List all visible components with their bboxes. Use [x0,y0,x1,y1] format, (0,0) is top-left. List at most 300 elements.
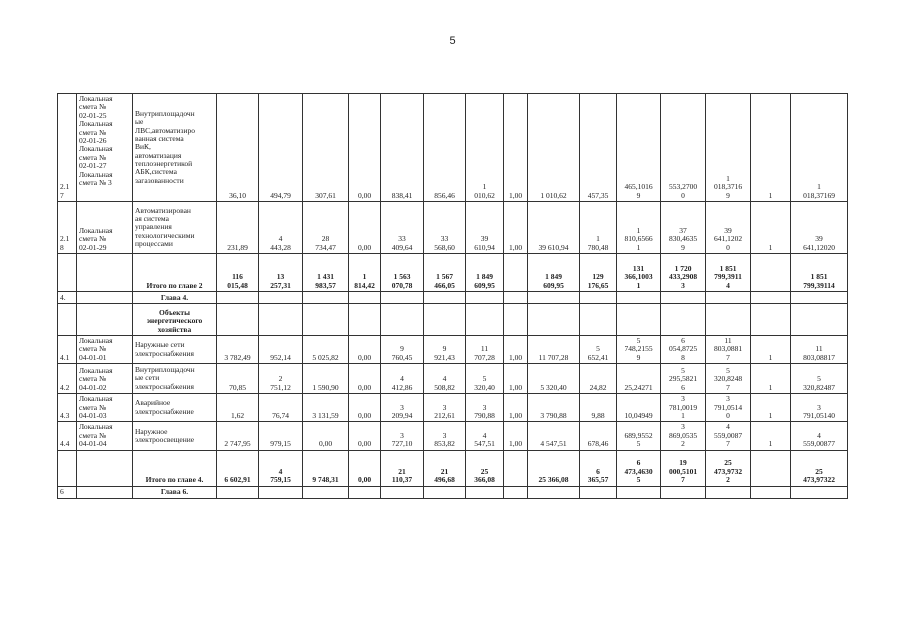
table-row [58,364,848,394]
cell-text: 0,00 [357,439,372,449]
value-cell [791,304,848,336]
chapter-name-row [58,304,848,336]
row-number-cell [58,304,77,336]
cell-text: 4 443,28 [270,234,291,252]
cell-text: 25 366,08 [538,475,569,485]
cell-text: 5 652,41 [587,344,609,362]
value-cell [259,364,303,394]
value-cell [466,422,504,450]
estimate-ref-cell [77,292,133,304]
cell-text: 37 830,4635 9 [668,225,698,252]
row-number-cell [58,450,77,486]
value-cell [751,202,791,254]
cell-text: Итого по главе 2 [146,280,203,290]
value-cell [504,450,528,486]
cell-text: 4 547,51 [540,439,567,449]
value-cell [706,292,751,304]
cell-text: 1 849 609,95 [543,272,564,290]
row-number-cell [58,202,77,254]
cell-text: Локальная смета № 02-01-25 Локальная смета № 02-01-26 Локальная смета № 02-01-27 Локальная смета № 3 [79,94,113,187]
value-cell [381,450,424,486]
value-cell [751,394,791,422]
value-cell [424,304,466,336]
cell-text: Глава 6. [160,487,189,497]
cell-text: 1 010,62 [474,182,495,200]
cell-text: 3 790,88 [540,410,567,420]
total-row [58,254,848,292]
estimate-ref-cell [77,94,133,202]
value-cell [466,254,504,292]
value-cell [791,450,848,486]
value-cell [617,450,661,486]
work-name-cell [133,486,217,498]
row-number-cell [58,394,77,422]
cell-text: 1 563 070,78 [391,272,413,290]
cell-text: 10,04949 [624,410,653,420]
cell-text: 1 851 799,39114 [803,272,835,290]
cell-text: 2 751,12 [270,374,291,392]
cell-text: Локальная смета № 04-01-02 [79,366,113,392]
row-number-cell [58,364,77,394]
cell-text: 1 010,62 [540,190,567,200]
cell-text: Локальная смета № 04-01-03 [79,394,113,420]
value-cell [381,394,424,422]
value-cell [349,254,381,292]
cell-text: 1 [768,242,773,252]
value-cell [424,254,466,292]
value-cell [706,394,751,422]
cell-text: 129 176,65 [587,272,609,290]
value-cell [504,254,528,292]
value-cell [661,394,706,422]
value-cell [751,254,791,292]
value-cell [303,422,349,450]
value-cell [424,202,466,254]
value-cell [791,364,848,394]
cell-text: 39 641,1202 0 [713,225,743,252]
cell-text: 2.1 8 [60,234,70,252]
cell-text: 856,46 [434,190,455,200]
value-cell [303,486,349,498]
cell-text: Глава 4. [160,292,189,302]
cell-text: 1 [768,439,773,449]
value-cell [303,394,349,422]
cell-text: 3 131,59 [312,410,339,420]
cell-text: 11 707,28 [538,352,569,362]
estimate-table [57,93,848,499]
value-cell [349,202,381,254]
cell-text: 4 412,86 [391,374,413,392]
value-cell [217,450,259,486]
value-cell [751,450,791,486]
cell-text: Локальная смета № 04-01-01 [79,336,113,362]
value-cell [217,304,259,336]
cell-text: 3 727,10 [391,430,413,449]
work-name-cell [133,450,217,486]
value-cell [217,292,259,304]
cell-text: 5 748,2155 9 [624,336,653,362]
value-cell [661,94,706,202]
cell-text: Локальная смета № 04-01-04 [79,422,113,449]
value-cell [791,292,848,304]
value-cell [617,304,661,336]
cell-text: 2.1 7 [60,182,70,200]
value-cell [661,304,706,336]
cell-text: 5 320,40 [540,382,567,392]
value-cell [466,450,504,486]
value-cell [217,394,259,422]
cell-text: 0,00 [318,439,333,449]
value-cell [381,254,424,292]
value-cell [580,336,617,364]
cell-text: Аварийное электроснабжение [135,398,194,416]
estimate-ref-cell [77,450,133,486]
value-cell [349,394,381,422]
cell-text: 0,00 [357,382,372,392]
work-name-cell [133,304,217,336]
table-row [58,202,848,254]
estimate-ref-cell [77,336,133,364]
cell-text: 1 018,37169 [803,182,835,200]
value-cell [303,94,349,202]
cell-text: 1 [768,190,773,200]
cell-text: 25,24271 [624,382,653,392]
cell-text: 5 320,8248 7 [713,366,743,392]
value-cell [259,292,303,304]
work-name-cell [133,254,217,292]
chapter-row [58,292,848,304]
row-number-cell [58,94,77,202]
value-cell [217,422,259,450]
cell-text: 1 849 609,95 [474,272,495,290]
cell-text: 0,00 [357,352,372,362]
cell-text: 1,00 [508,410,523,420]
value-cell [259,304,303,336]
cell-text: 1 590,90 [312,382,339,392]
cell-text: 2 747,95 [224,439,251,449]
cell-text: 21 496,68 [434,466,455,485]
value-cell [504,394,528,422]
cell-text: 553,2700 0 [668,182,698,200]
value-cell [259,94,303,202]
value-cell [580,304,617,336]
value-cell [349,450,381,486]
value-cell [259,450,303,486]
row-number-cell [58,422,77,450]
cell-text: 0,00 [357,410,372,420]
value-cell [706,364,751,394]
value-cell [528,450,580,486]
cell-text: 33 568,60 [434,234,455,252]
cell-text: 9 921,43 [434,344,455,362]
table-row [58,336,848,364]
cell-text: 3 791,0514 0 [713,394,743,420]
value-cell [661,486,706,498]
value-cell [259,422,303,450]
value-cell [466,336,504,364]
cell-text: 3 869,0535 2 [668,422,698,449]
cell-text: 1 814,42 [354,272,375,290]
cell-text: 5 320,40 [474,374,495,392]
cell-text: Автоматизирован ая система управления технологическими процессами [135,205,195,249]
value-cell [751,486,791,498]
cell-text: 0,00 [357,475,372,485]
cell-text: 36,10 [229,190,246,200]
value-cell [617,486,661,498]
value-cell [661,336,706,364]
value-cell [661,422,706,450]
value-cell [424,364,466,394]
cell-text: 5 320,82487 [803,374,835,392]
chapter-row [58,486,848,498]
value-cell [424,450,466,486]
value-cell [617,394,661,422]
value-cell [381,94,424,202]
cell-text: 25 366,08 [474,466,495,485]
value-cell [259,486,303,498]
value-cell [706,94,751,202]
value-cell [381,336,424,364]
cell-text: 3 781,0019 1 [668,394,698,420]
cell-text: 3 212,61 [434,402,455,420]
value-cell [580,292,617,304]
cell-text: 457,35 [587,190,609,200]
cell-text: 19 000,5101 7 [668,458,698,485]
value-cell [751,304,791,336]
estimate-ref-cell [77,394,133,422]
value-cell [349,304,381,336]
value-cell [791,486,848,498]
cell-text: 24,82 [589,382,607,392]
cell-text: 952,14 [270,352,291,362]
value-cell [580,364,617,394]
value-cell [617,254,661,292]
cell-text: 3 791,05140 [803,402,835,420]
value-cell [504,486,528,498]
cell-text: 1 780,48 [587,234,609,252]
cell-text: 5 295,5821 6 [668,366,698,392]
value-cell [580,254,617,292]
work-name-cell [133,94,217,202]
value-cell [791,336,848,364]
value-cell [504,422,528,450]
value-cell [381,304,424,336]
cell-text: 9 760,45 [391,344,413,362]
value-cell [528,364,580,394]
cell-text: 4 759,15 [270,466,291,485]
table-row [58,422,848,450]
value-cell [303,364,349,394]
cell-text: 28 734,47 [315,234,336,252]
value-cell [217,94,259,202]
value-cell [528,254,580,292]
cell-text: Внутриплощадочн ые сети электроснабжения [135,365,195,391]
value-cell [751,94,791,202]
cell-text: Объекты энергетического хозяйства [146,307,203,334]
cell-text: 6 473,4630 5 [624,458,653,485]
value-cell [349,292,381,304]
value-cell [349,422,381,450]
estimate-ref-cell [77,254,133,292]
value-cell [706,336,751,364]
value-cell [466,94,504,202]
cell-text: 3 209,94 [391,402,413,420]
work-name-cell [133,292,217,304]
cell-text: 9 748,31 [312,475,339,485]
value-cell [303,292,349,304]
value-cell [706,202,751,254]
cell-text: 5 025,82 [312,352,339,362]
value-cell [528,292,580,304]
value-cell [381,202,424,254]
cell-text: 33 409,64 [391,234,413,252]
cell-text: 11 803,08817 [803,344,835,362]
cell-text: 76,74 [272,410,289,420]
value-cell [303,202,349,254]
estimate-ref-cell [77,304,133,336]
value-cell [217,364,259,394]
value-cell [466,486,504,498]
value-cell [528,336,580,364]
cell-text: 1 [768,352,773,362]
cell-text: 4.2 [60,382,70,392]
value-cell [217,486,259,498]
cell-text: 838,41 [391,190,413,200]
value-cell [528,94,580,202]
value-cell [791,254,848,292]
cell-text: 1 431 983,57 [315,272,336,290]
value-cell [661,292,706,304]
value-cell [303,450,349,486]
cell-text: 116 015,48 [227,272,248,290]
cell-text: 70,85 [229,382,246,392]
value-cell [381,422,424,450]
value-cell [617,422,661,450]
cell-text: 1 018,3716 9 [713,173,743,200]
cell-text: 1,00 [508,242,523,252]
cell-text: 0,00 [357,190,372,200]
work-name-cell [133,202,217,254]
value-cell [706,254,751,292]
value-cell [580,394,617,422]
cell-text: Наружное электроосвещение [135,426,195,444]
cell-text: 6 365,57 [587,466,609,485]
cell-text: 4 508,82 [434,374,455,392]
cell-text: 11 707,28 [474,344,495,362]
cell-text: 1,00 [508,439,523,449]
cell-text: 3 853,82 [434,430,455,449]
value-cell [706,450,751,486]
cell-text: 25 473,97322 [803,466,835,485]
value-cell [381,364,424,394]
value-cell [349,336,381,364]
cell-text: 1 720 433,2908 3 [668,263,698,290]
value-cell [580,486,617,498]
value-cell [303,304,349,336]
value-cell [349,94,381,202]
work-name-cell [133,336,217,364]
cell-text: 6 054,8725 8 [668,336,698,362]
cell-text: 13 257,31 [270,272,291,290]
value-cell [424,292,466,304]
value-cell [504,304,528,336]
page-number: 5 [449,35,456,47]
cell-text: 1 851 799,3911 4 [714,263,742,290]
cell-text: 131 366,1003 1 [624,263,653,290]
value-cell [424,394,466,422]
value-cell [791,422,848,450]
value-cell [259,202,303,254]
value-cell [791,94,848,202]
cell-text: 4 559,00877 [803,430,835,449]
cell-text: 21 110,37 [391,466,413,485]
value-cell [504,364,528,394]
value-cell [706,422,751,450]
value-cell [751,336,791,364]
cell-text: 1,62 [230,410,245,420]
value-cell [424,422,466,450]
value-cell [528,486,580,498]
estimate-ref-cell [77,364,133,394]
value-cell [661,450,706,486]
value-cell [751,422,791,450]
value-cell [217,202,259,254]
value-cell [349,486,381,498]
cell-text: 4 559,0087 7 [713,422,743,449]
value-cell [580,450,617,486]
value-cell [259,394,303,422]
work-name-cell [133,364,217,394]
value-cell [528,394,580,422]
cell-text: 39 610,94 [474,234,495,252]
total-row [58,450,848,486]
cell-text: Внутриплощадочн ые ЛВС,автоматизиро ванная система ВиК, автоматизация теплоэнергетикой АБК,система загазованности [135,108,196,185]
value-cell [617,292,661,304]
cell-text: 4.4 [60,439,70,449]
value-cell [424,486,466,498]
cell-text: 1 [768,382,773,392]
cell-text: 3 790,88 [474,402,495,420]
value-cell [303,336,349,364]
cell-text: 4.1 [60,352,70,362]
cell-text: 39 610,94 [538,242,569,252]
table-row [58,94,848,202]
cell-text: 1 567 466,05 [434,272,455,290]
value-cell [580,94,617,202]
cell-text: 3 782,49 [224,352,251,362]
cell-text: 9,88 [591,410,605,420]
value-cell [580,202,617,254]
value-cell [466,202,504,254]
value-cell [617,336,661,364]
work-name-cell [133,394,217,422]
cell-text: 6 [60,487,64,497]
cell-text: 1 810,6566 1 [624,225,653,252]
estimate-ref-cell [77,486,133,498]
cell-text: 4 547,51 [474,430,495,449]
row-number-cell [58,336,77,364]
cell-text: 979,15 [270,439,291,449]
cell-text: Наружные сети электроснабжения [135,340,194,358]
cell-text: 689,9552 5 [624,430,653,449]
value-cell [751,292,791,304]
cell-text: 25 473,9732 2 [713,458,743,485]
value-cell [303,254,349,292]
value-cell [424,94,466,202]
value-cell [706,304,751,336]
cell-text: 465,1016 9 [624,182,653,200]
value-cell [381,486,424,498]
